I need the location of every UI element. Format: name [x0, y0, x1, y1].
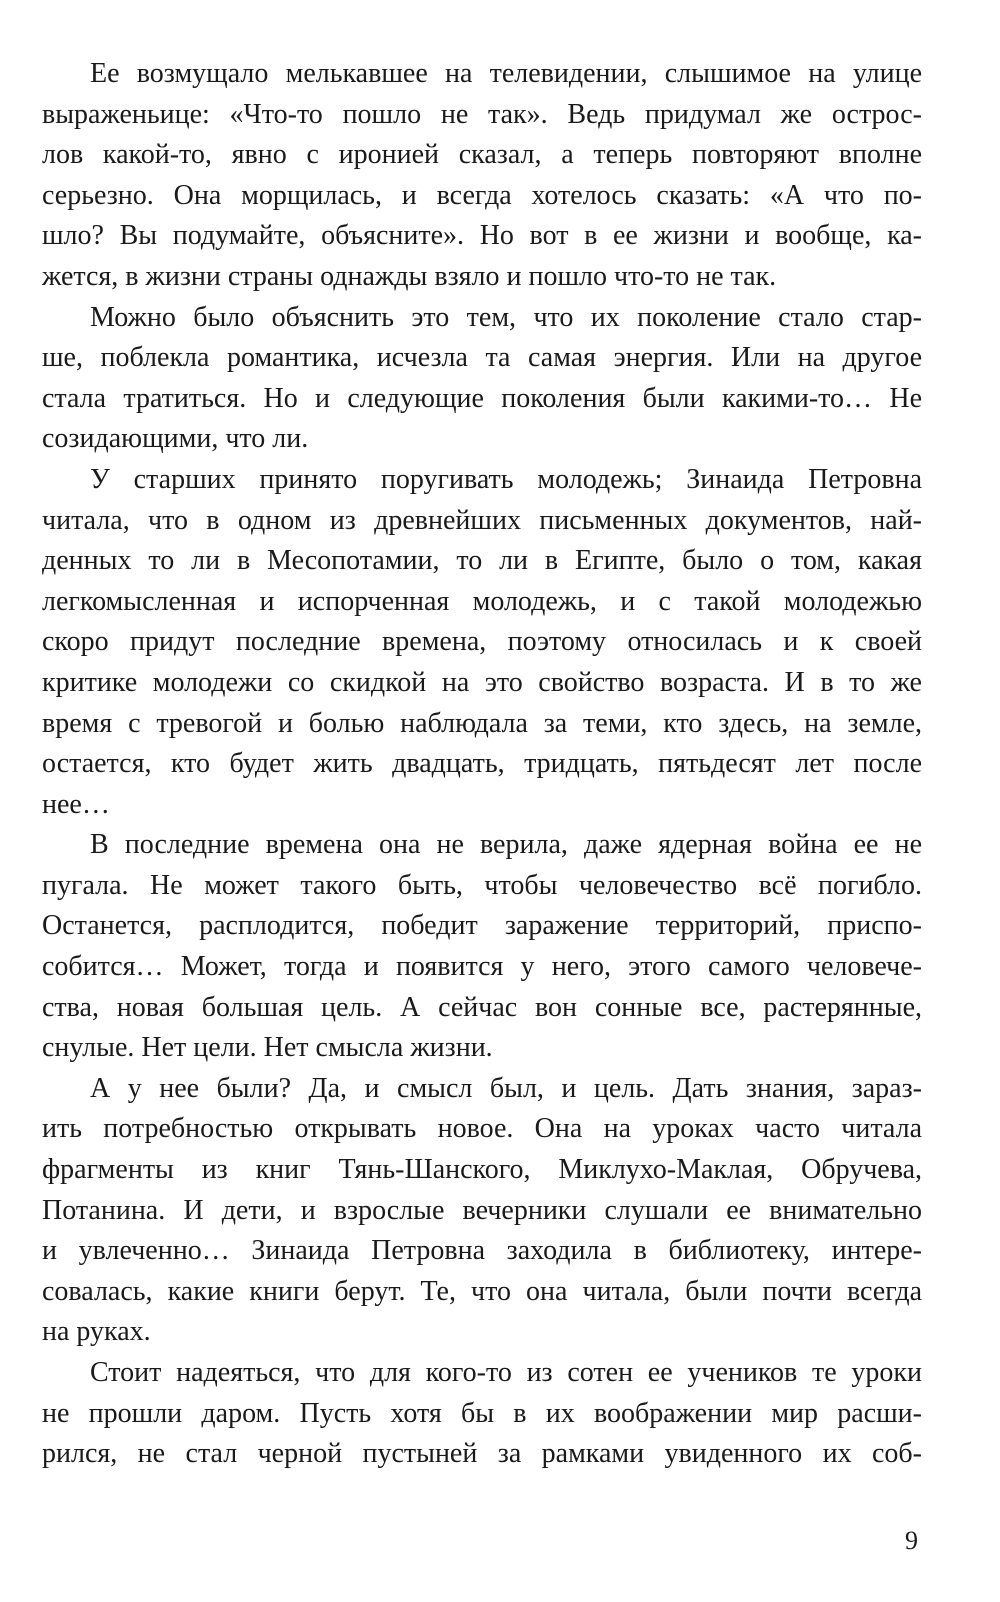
text-line: собится… Может, тогда и появится у него, этого самого человече- — [42, 951, 922, 983]
paragraph — [42, 1069, 922, 1353]
page-number: 9 — [905, 1526, 918, 1555]
text-line: серьезно. Она морщилась, и всегда хотелось сказать: «А что по- — [42, 179, 922, 211]
text-line: легкомысленная и испорченная молодежь, и с такой молодежью — [42, 585, 922, 617]
text-line: скоро придут последние времена, поэтому относилась и к своей — [42, 626, 922, 658]
paragraph — [42, 1353, 922, 1475]
text-line: остается, кто будет жить двадцать, тридцать, пятьдесят лет после — [42, 748, 922, 780]
text-line: созидающими, что ли. — [42, 423, 309, 455]
text-line: Потанина. И дети, и взрослые вечерники слушали ее внимательно — [42, 1194, 922, 1226]
text-line: пугала. Не может такого быть, чтобы человечество всё погибло. — [42, 869, 922, 901]
text-line: критике молодежи со скидкой на это свойство возраста. И в то же — [42, 666, 922, 698]
text-line: выраженьице: «Что-то пошло не так». Ведь придумал же острос- — [42, 98, 922, 130]
text-line: совалась, какие книги берут. Те, что она читала, были почти всегда — [42, 1275, 922, 1307]
text-line: У старших принято поругивать молодежь; Зинаида Петровна — [90, 463, 922, 495]
text-line: и увлеченно… Зинаида Петровна заходила в библиотеку, интере- — [42, 1235, 922, 1267]
paragraph — [42, 825, 922, 1069]
text-line: В последние времена она не верила, даже ядерная война ее не — [90, 829, 922, 861]
text-line: фрагменты из книг Тянь-Шанского, Миклухо-Маклая, Обручева, — [42, 1154, 922, 1186]
text-line: рился, не стал черной пустыней за рамками увиденного их соб- — [42, 1438, 922, 1470]
text-line: читала, что в одном из древнейших письменных документов, най- — [42, 504, 922, 536]
paragraph — [42, 54, 922, 298]
text-line: Останется, расплодится, победит заражение территорий, приспо- — [42, 910, 922, 942]
text-line: А у нее были? Да, и смысл был, и цель. Дать знания, зараз- — [90, 1072, 922, 1104]
text-line: лов какой-то, явно с иронией сказал, а теперь повторяют вполне — [42, 139, 922, 171]
page-text — [42, 54, 922, 1475]
text-line: не прошли даром. Пусть хотя бы в их воображении мир расши- — [42, 1397, 922, 1429]
text-line: снулые. Нет цели. Нет смысла жизни. — [42, 1032, 493, 1064]
paragraph — [42, 460, 922, 825]
text-line: ить потребностью открывать новое. Она на уроках часто читала — [42, 1113, 922, 1145]
text-line: денных то ли в Месопотамии, то ли в Египте, было о том, какая — [42, 545, 922, 577]
text-line: шло? Вы подумайте, объясните». Но вот в ее жизни и вообще, ка- — [42, 220, 922, 252]
text-line: ше, поблекла романтика, исчезла та самая энергия. Или на другое — [42, 342, 922, 374]
text-line: Ее возмущало мелькавшее на телевидении, слышимое на улице — [90, 58, 922, 89]
paragraph — [42, 298, 922, 460]
text-line: стала тратиться. Но и следующие поколения были какими-то… Не — [42, 382, 922, 414]
text-line: на руках. — [42, 1316, 151, 1348]
text-line: ства, новая большая цель. А сейчас вон сонные все, растерянные, — [42, 991, 922, 1023]
text-line: нее… — [42, 788, 110, 820]
text-line: Можно было объяснить это тем, что их поколение стало стар- — [90, 301, 922, 333]
text-line: Стоит надеяться, что для кого-то из сотен ее учеников те уроки — [90, 1357, 922, 1388]
text-line: жется, в жизни страны однажды взяло и пошло что-то не так. — [42, 260, 777, 292]
text-line: время с тревогой и болью наблюдала за теми, кто здесь, на земле, — [42, 707, 922, 739]
